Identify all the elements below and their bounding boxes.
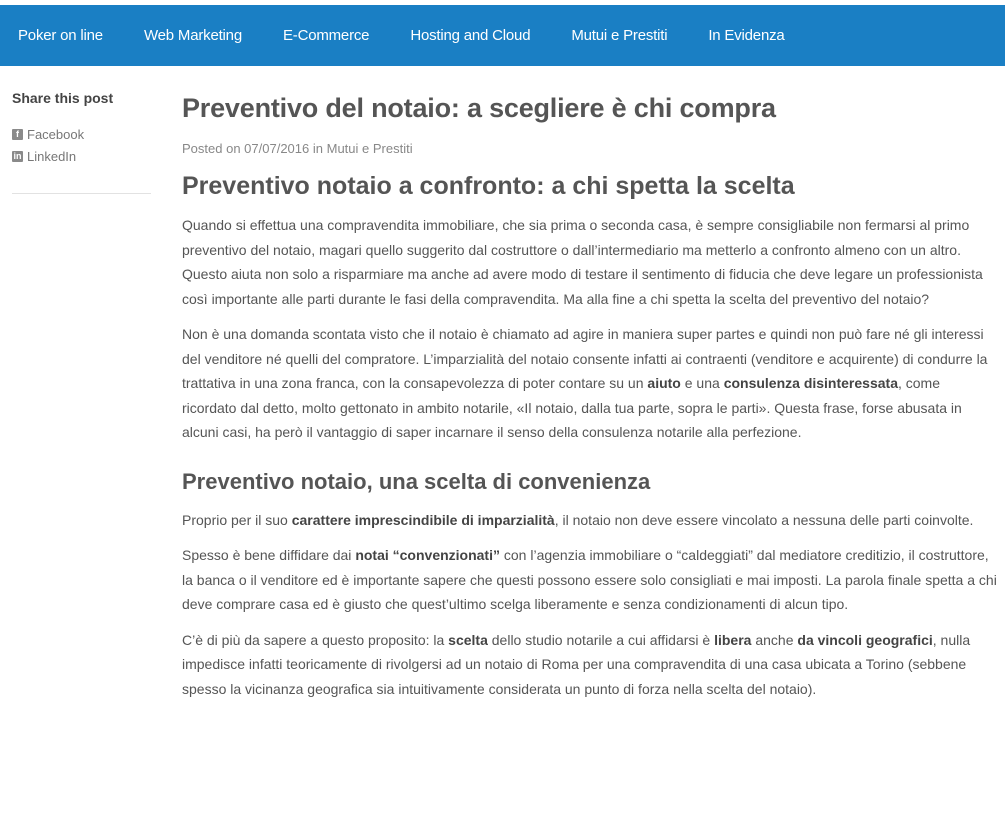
nav-item-e-commerce[interactable]: E-Commerce — [282, 27, 370, 44]
post-meta — [182, 141, 998, 156]
post-title: Preventivo del notaio: a scegliere è chi compra — [182, 93, 776, 123]
post-category-link[interactable]: Mutui e Prestiti — [326, 141, 413, 156]
paragraph-4: Spesso è bene diffidare dai notai “convenzionati” con l’agenzia immobiliare o “caldeggiati” dal mediatore creditizio, il costruttore, la banca o il venditore ed è importante sapere che questi possono essere solo consigliati e mai imposti. La parola finale spetta a chi deve comprare casa ed è giusto che quest’ultimo scelga liberamente e senza condizionamenti di alcun tipo. — [182, 547, 997, 612]
bold-consulenza: consulenza disinteressata — [723, 375, 898, 391]
bold-scelta: scelta — [448, 631, 488, 648]
bold-vincoli-geografici: da vincoli geografici — [797, 631, 933, 648]
post-content — [182, 88, 998, 701]
bold-aiuto: aiuto — [647, 375, 681, 391]
share-linkedin-label: LinkedIn — [27, 148, 77, 164]
nav-item-hosting-and-cloud[interactable]: Hosting and Cloud — [410, 27, 531, 44]
paragraph-5: C’è di più da sapere a questo proposito: la scelta dello studio notarile a cui affidarsi è libera anche da vincoli geografici, nulla impedisce infatti teoricamente di rivolgersi ad un notaio di Roma per una compravendita di una casa ubicata a Torino (sebbene spesso la vicinanza geografica sia intuitivamente considerata un punto di forza nella scelta del notaio). — [182, 631, 971, 697]
paragraph-1: Quando si effettua una compravendita immobiliare, che sia prima o seconda casa, è sempre consigliabile non fermarsi al primo preventivo del notaio, magari quello suggerito dal costruttore o dall’intermediario ma metterlo a confronto almeno con un altro. Questo aiuta non solo a risparmiare ma anche ad avere modo di testare il sentimento di fiducia che deve legare un professionista così importante alle parti durante le fasi della compravendita. Ma alla fine a chi spetta la scelta del preventivo del notaio? — [182, 217, 983, 307]
paragraph-2: Non è una domanda scontata visto che il notaio è chiamato ad agire in maniera super partes e quindi non può fare né gli interessi del venditore né quelli del compratore. L’imparzialità del notaio consente infatti ai contraenti (venditore e acquirente) di condurre la trattativa in una zona franca, con la consapevolezza di poter contare su un aiuto e una consulenza disinteressata, come ricordato dal detto, molto gettonato in ambito notarile, «Il notaio, dalla tua parte, sopra le parti». Questa frase, forse abusata in alcuni casi, ha però il vantaggio di saper incarnare il senso della consulenza notarile alla perfezione. — [182, 326, 988, 440]
bold-imparzialita: carattere imprescindibile di imparzialità — [291, 511, 555, 528]
linkedin-icon: in — [13, 150, 22, 161]
share-sidebar — [12, 90, 152, 167]
section-heading-convenienza: Preventivo notaio, una scelta di convenienza — [182, 468, 651, 494]
nav-item-poker-on-line[interactable]: Poker on line — [18, 27, 103, 44]
main-menu — [0, 5, 1005, 66]
post-date-link[interactable]: 07/07/2016 — [244, 141, 310, 156]
bold-notai-convenzionati: notai “convenzionati” — [355, 547, 500, 563]
top-navigation-bar — [0, 5, 1005, 66]
post-meta-prefix: Posted on — [182, 141, 241, 156]
sidebar-divider — [12, 193, 151, 194]
paragraph-3: Proprio per il suo carattere imprescindibile di imparzialità, il notaio non deve essere vincolato a nessuna delle parti coinvolte. — [182, 511, 974, 528]
share-facebook-link[interactable] — [12, 123, 152, 145]
share-title: Share this post — [12, 90, 114, 106]
post-meta-in: in — [312, 141, 323, 156]
share-linkedin-link[interactable] — [12, 145, 152, 167]
nav-item-in-evidenza[interactable]: In Evidenza — [708, 27, 785, 44]
facebook-icon: f — [12, 129, 23, 140]
nav-item-mutui-e-prestiti[interactable]: Mutui e Prestiti — [571, 27, 668, 44]
bold-libera: libera — [714, 631, 752, 648]
share-facebook-label: Facebook — [27, 126, 85, 142]
nav-item-web-marketing[interactable]: Web Marketing — [143, 27, 242, 44]
section-heading-confronto: Preventivo notaio a confronto: a chi spetta la scelta — [182, 172, 795, 200]
